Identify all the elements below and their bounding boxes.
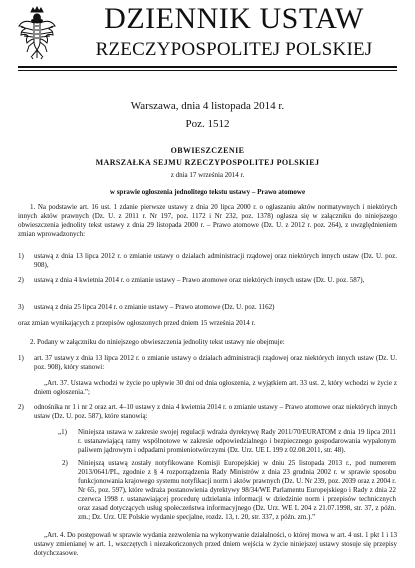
list-item: odnośnika nr 1 i nr 2 oraz art. 4–10 ustawy z dnia 4 kwietnia 2014 r. o zmianie ustawy – Prawo atomowe oraz niektórych innych ustaw (Dz. U. poz. 587), które stanowią: [34,403,397,420]
list-item-number: 1) [18,252,24,260]
header-rule-thin [18,70,397,71]
quoted-article: „Art. 37. Ustawa wchodzi w życie po upływie 30 dni od dnia ogłoszenia, z wyjątkiem art. 33 ust. 2, który wchodzi w życie z dniem ogłoszenia.”; [34,379,397,396]
quoted-article: „Art. 4. Do postępowań w sprawie wydania zezwolenia na wykonywanie działalności, o której mowa w art. 4 ust. 1 pkt 1 i 13 ustawy zmienianej w art. 1, wszczętych i niezakończonych przed dniem wejścia w życie niniejszej ustawy stosuje się przepisy dotychczasowe. [34,531,397,557]
list-item: ustawą z dnia 25 lipca 2014 r. o zmianie ustawy – Prawo atomowe (Dz. U. poz. 1162) [34,303,275,311]
header-rule [18,66,397,68]
footnote-text: Niniejsza ustawa w zakresie swojej regulacji wdraża dyrektywę Rady 2011/70/EURATOM z dnia 19 lipca 2011 r. ustanawiającą ramy wspólnotowe w zakresie odpowiedzialnego i bezpiecznego gospodarowania wypalonym paliwem jądrowym i odpadami promieniotwórczymi (Dz. Urz. UE L 199 z 02.08.2011, str. 48). [78,428,396,454]
list-item: ustawą z dnia 13 lipca 2012 r. o zmianie ustawy o działach administracji rządowej oraz niektórych innych ustaw (Dz. U. poz. 908), [34,252,397,269]
list-item-number: 2) [18,276,24,284]
journal-subtitle: RZECZYPOSPOLITEJ POLSKIEJ [95,39,373,60]
footnote-number: 2) [62,459,68,467]
paragraph-after-list: oraz zmian wynikających z przepisów ogłoszonych przed dniem 15 września 2014 r. [18,319,256,327]
list-item: art. 37 ustawy z dnia 13 lipca 2012 r. o zmianie ustawy o działach administracji rządowej oraz niektórych innych ustaw (Dz. U. poz. 908), który stanowi: [34,354,397,371]
list-item: ustawą z dnia 4 kwietnia 2014 r. o zmianie ustawy – Prawo atomowe oraz niektórych innych ustaw (Dz. U. poz. 587), [34,276,365,284]
paragraph-1: 1. Na podstawie art. 16 ust. 1 zdanie pierwsze ustawy z dnia 20 lipca 2000 r. o ogłaszaniu aktów normatywnych i niektórych innych aktów prawnych (Dz. U. z 2011 r. Nr 197, poz. 1172 i Nr 232, poz. 1378) ogłasza się w załączniku do niniejszego obwieszczenia jednolity tekst ustawy z dnia 29 listopada 2000 r. – Prawo atomowe (Dz. U. z 2012 r. poz. 264), z uwzględnieniem zmian wprowadzonych: [18,203,397,238]
list-item-number: 3) [18,303,24,311]
footnote-number: „1) [58,428,67,436]
paragraph-2: 2. Podany w załączniku do niniejszego obwieszczenia jednolity tekst ustawy nie obejmuje: [30,338,285,346]
notice-authority: MARSZAŁKA SEJMU RZECZYPOSPOLITEJ POLSKIEJ [95,158,320,167]
journal-title: DZIENNIK USTAW [104,2,364,35]
eagle-emblem-icon [17,6,57,60]
list-item-number: 1) [18,354,24,362]
notice-heading: OBWIESZCZENIE [170,146,245,155]
list-item-number: 2) [18,403,24,411]
notice-subject: w sprawie ogłoszenia jednolitego tekstu ustawy – Prawo atomowe [109,188,306,196]
footnote-text: Niniejszą ustawą zostały notyfikowane Komisji Europejskiej w dniu 25 listopada 2013 r., pod numerem 2013/0641/PL, zgodnie z § 4 rozporządzenia Rady Ministrów z dnia 23 grudnia 2002 r. w sprawie sposobu funkcjonowania krajowego systemu notyfikacji norm i aktów prawnych (Dz. U. Nr 239, poz. 2039 oraz z 2004 r. Nr 65, poz. 597), które wdraża postanowienia dyrektywy 98/34/WE Parlamentu Europejskiego i Rady z dnia 22 czerwca 1998 r. ustanawiającej procedurę udzielania informacji w dziedzinie norm i przepisów technicznych oraz zasad dotyczących usług społeczeństwa informacyjnego (Dz. Urz. WE L 204 z 21.07.1998, str. 37, z późn. zm.; Dz. Urz. UE Polskie wydanie specjalne, rozdz. 13, t. 20, str. 337, z późn. zm.).” [78,459,396,521]
dateline: Warszawa, dnia 4 listopada 2014 r. [130,100,285,112]
notice-date: z dnia 17 września 2014 r. [170,171,245,179]
position-number: Poz. 1512 [185,118,230,130]
